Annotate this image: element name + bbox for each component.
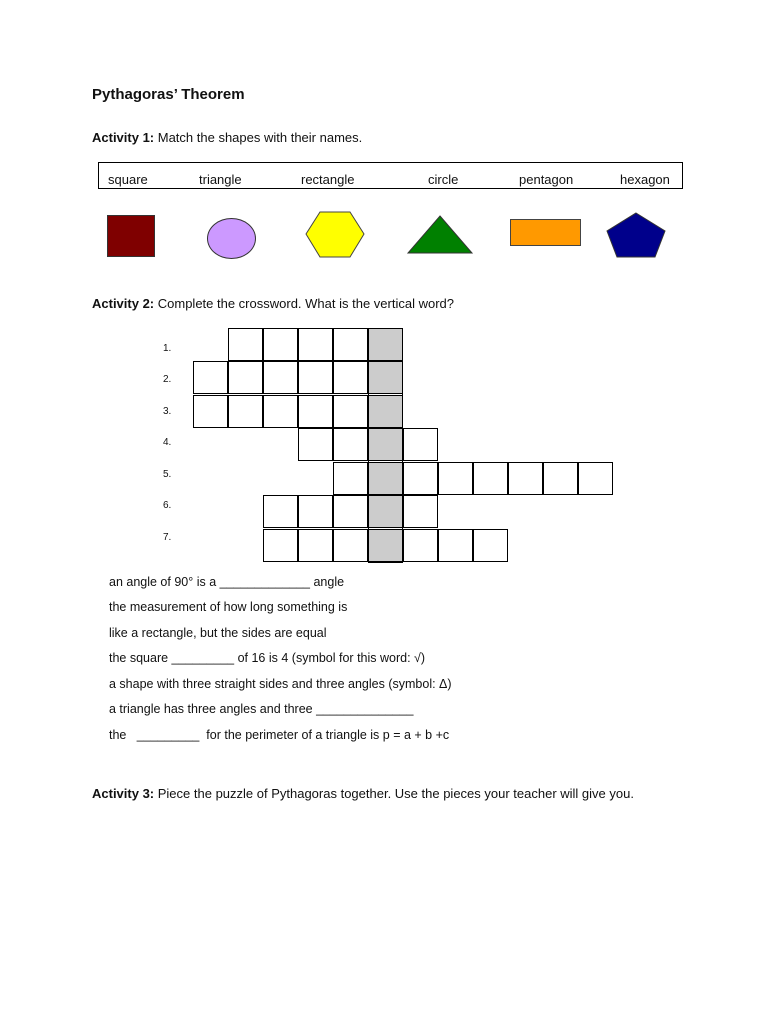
activity-3-text: Piece the puzzle of Pythagoras together. Use the pieces your teacher will give you. (154, 786, 634, 801)
shape-name-pentagon: pentagon (519, 172, 574, 187)
crossword-cell[interactable] (368, 529, 403, 562)
crossword-row-number: 7. (163, 532, 172, 543)
shape-name-circle: circle (428, 172, 459, 187)
crossword-clue: an angle of 90° is a _____________ angle (109, 575, 345, 589)
crossword-row-number: 1. (163, 343, 172, 354)
crossword-cell[interactable] (403, 428, 438, 461)
crossword-cell[interactable] (333, 328, 368, 361)
crossword-cell[interactable] (333, 361, 368, 394)
shape-names-box (98, 162, 683, 189)
shape-name-hexagon: hexagon (620, 172, 670, 187)
crossword-cell[interactable] (298, 529, 333, 562)
crossword-row-number: 6. (163, 500, 172, 511)
crossword-cell[interactable] (298, 328, 333, 361)
crossword-cell[interactable] (228, 361, 263, 394)
activity-3-heading (92, 786, 634, 801)
crossword-cell[interactable] (263, 395, 298, 428)
triangle-shape (406, 215, 474, 255)
square-shape (107, 215, 155, 257)
activity-1-heading (92, 130, 362, 145)
crossword-clue: a triangle has three angles and three ______________ (109, 702, 414, 716)
crossword-cell[interactable] (228, 395, 263, 428)
hexagon-shape (305, 211, 365, 259)
crossword-clue: the square _________ of 16 is 4 (symbol for this word: √) (109, 651, 426, 665)
crossword-cell[interactable] (368, 428, 403, 461)
crossword-cell[interactable] (263, 328, 298, 361)
rectangle-shape (510, 219, 581, 246)
crossword-cell[interactable] (403, 529, 438, 562)
activity-3-label: Activity 3: (92, 786, 155, 801)
crossword-cell[interactable] (403, 495, 438, 528)
crossword-cell[interactable] (298, 361, 333, 394)
shape-name-square: square (108, 172, 148, 187)
crossword-cell[interactable] (333, 462, 368, 495)
crossword-cell[interactable] (298, 495, 333, 528)
crossword-cell[interactable] (263, 361, 298, 394)
activity-2-label: Activity 2: (92, 296, 155, 311)
crossword-cell[interactable] (473, 529, 508, 562)
crossword-cell[interactable] (368, 395, 403, 428)
crossword-cell[interactable] (228, 328, 263, 361)
crossword-row-number: 3. (163, 406, 172, 417)
crossword-cell[interactable] (193, 395, 228, 428)
crossword-cell[interactable] (368, 462, 403, 495)
crossword-cell[interactable] (193, 361, 228, 394)
crossword-cell[interactable] (438, 462, 473, 495)
crossword-cell[interactable] (578, 462, 613, 495)
crossword-cell[interactable] (298, 428, 333, 461)
crossword-cell[interactable] (263, 529, 298, 562)
crossword-cell[interactable] (543, 462, 578, 495)
crossword-cell[interactable] (333, 395, 368, 428)
crossword-cell[interactable] (403, 462, 438, 495)
crossword-cell[interactable] (298, 395, 333, 428)
activity-2-text: Complete the crossword. What is the vertical word? (154, 296, 454, 311)
crossword-clue: the measurement of how long something is (109, 600, 348, 614)
crossword-cell[interactable] (508, 462, 543, 495)
activity-2-heading (92, 296, 454, 311)
circle-shape (207, 218, 256, 259)
crossword-cell[interactable] (368, 328, 403, 361)
crossword-cell[interactable] (473, 462, 508, 495)
crossword-cell[interactable] (263, 495, 298, 528)
activity-1-text: Match the shapes with their names. (154, 130, 363, 145)
crossword-clue: like a rectangle, but the sides are equal (109, 626, 327, 640)
crossword-cell[interactable] (438, 529, 473, 562)
crossword-clue: a shape with three straight sides and three angles (symbol: Δ) (109, 677, 452, 691)
crossword-cell[interactable] (333, 495, 368, 528)
crossword-cell[interactable] (333, 529, 368, 562)
crossword-clue: the _________ for the perimeter of a triangle is p = a + b +c (109, 728, 450, 742)
crossword-row-number: 4. (163, 437, 172, 448)
crossword-cell[interactable] (368, 495, 403, 528)
crossword-row-number: 2. (163, 374, 172, 385)
activity-1-label: Activity 1: (92, 130, 155, 145)
crossword-cell[interactable] (368, 361, 403, 394)
crossword-cell[interactable] (333, 428, 368, 461)
page-title: Pythagoras’ Theorem (92, 86, 245, 103)
pentagon-shape (605, 211, 667, 259)
shape-name-triangle: triangle (199, 172, 242, 187)
crossword-row-number: 5. (163, 469, 172, 480)
shape-name-rectangle: rectangle (301, 172, 355, 187)
